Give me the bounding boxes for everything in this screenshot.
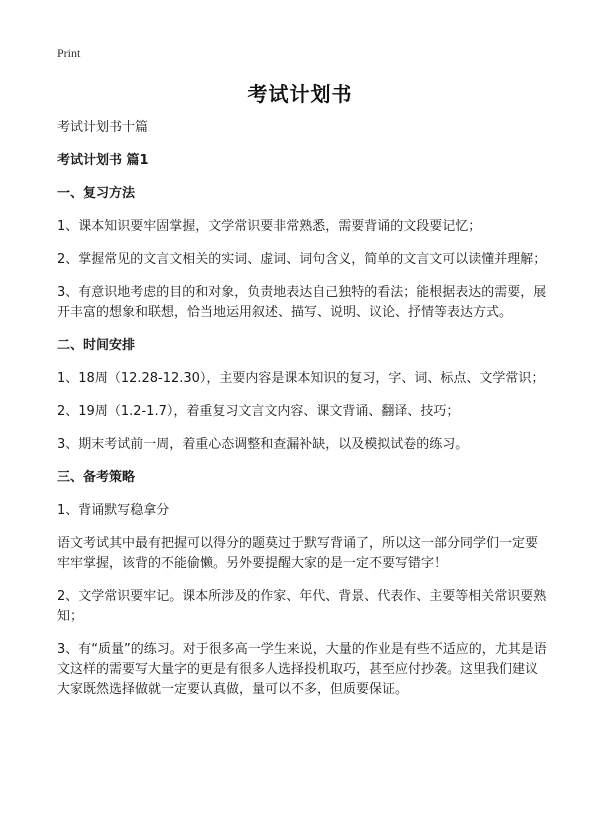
section-heading-strategy: 三、备考策略 — [57, 470, 136, 485]
paragraph: 1、课本知识要牢固掌握，文学常识要非常熟悉，需要背诵的文段要记忆； — [57, 219, 482, 234]
section-heading-methods: 一、复习方法 — [57, 186, 136, 201]
print-link[interactable]: Print — [57, 46, 81, 60]
paragraph: 3、期末考试前一周，着重心态调整和查漏补缺，以及模拟试卷的练习。 — [57, 437, 469, 452]
section-heading-schedule: 二、时间安排 — [57, 338, 136, 353]
document-body — [57, 118, 547, 713]
paragraph: 语文考试其中最有把握可以得分的题莫过于默写背诵了，所以这一部分同学们一定要牢牢掌握，该背的不能偷懒。另外要提醒大家的是一定不要写错字！ — [57, 536, 539, 571]
paragraph: 2、文学常识要牢记。课本所涉及的作家、年代、背景、代表作、主要等相关常识要熟知； — [57, 589, 547, 624]
paragraph: 2、掌握常见的文言文相关的实词、虚词、词句含义，简单的文言文可以读懂并理解； — [57, 252, 547, 267]
article-heading: 考试计划书 篇1 — [57, 153, 149, 168]
paragraph: 1、18周（12.28-12.30），主要内容是课本知识的复习，字、词、标点、文学常识； — [57, 371, 545, 386]
page-title: 考试计划书 — [247, 82, 353, 106]
paragraph: 3、有“质量”的练习。对于很多高一学生来说，大量的作业是有些不适应的，尤其是语文这样的需要写大量字的更是有很多人选择投机取巧，甚至应付抄袭。这里我们建议大家既然选择做就一定要认真做，量可以不多，但质要保证。 — [57, 642, 547, 697]
document-subtitle: 考试计划书十篇 — [57, 120, 149, 135]
paragraph: 1、背诵默写稳拿分 — [57, 503, 170, 518]
paragraph: 3、有意识地考虑的目的和对象，负责地表达自己独特的看法；能根据表达的需要，展开丰富的想象和联想，恰当地运用叙述、描写、说明、议论、抒情等表达方式。 — [57, 285, 547, 320]
paragraph: 2、19周（1.2-1.7），着重复习文言文内容、课文背诵、翻译、技巧； — [57, 404, 460, 419]
